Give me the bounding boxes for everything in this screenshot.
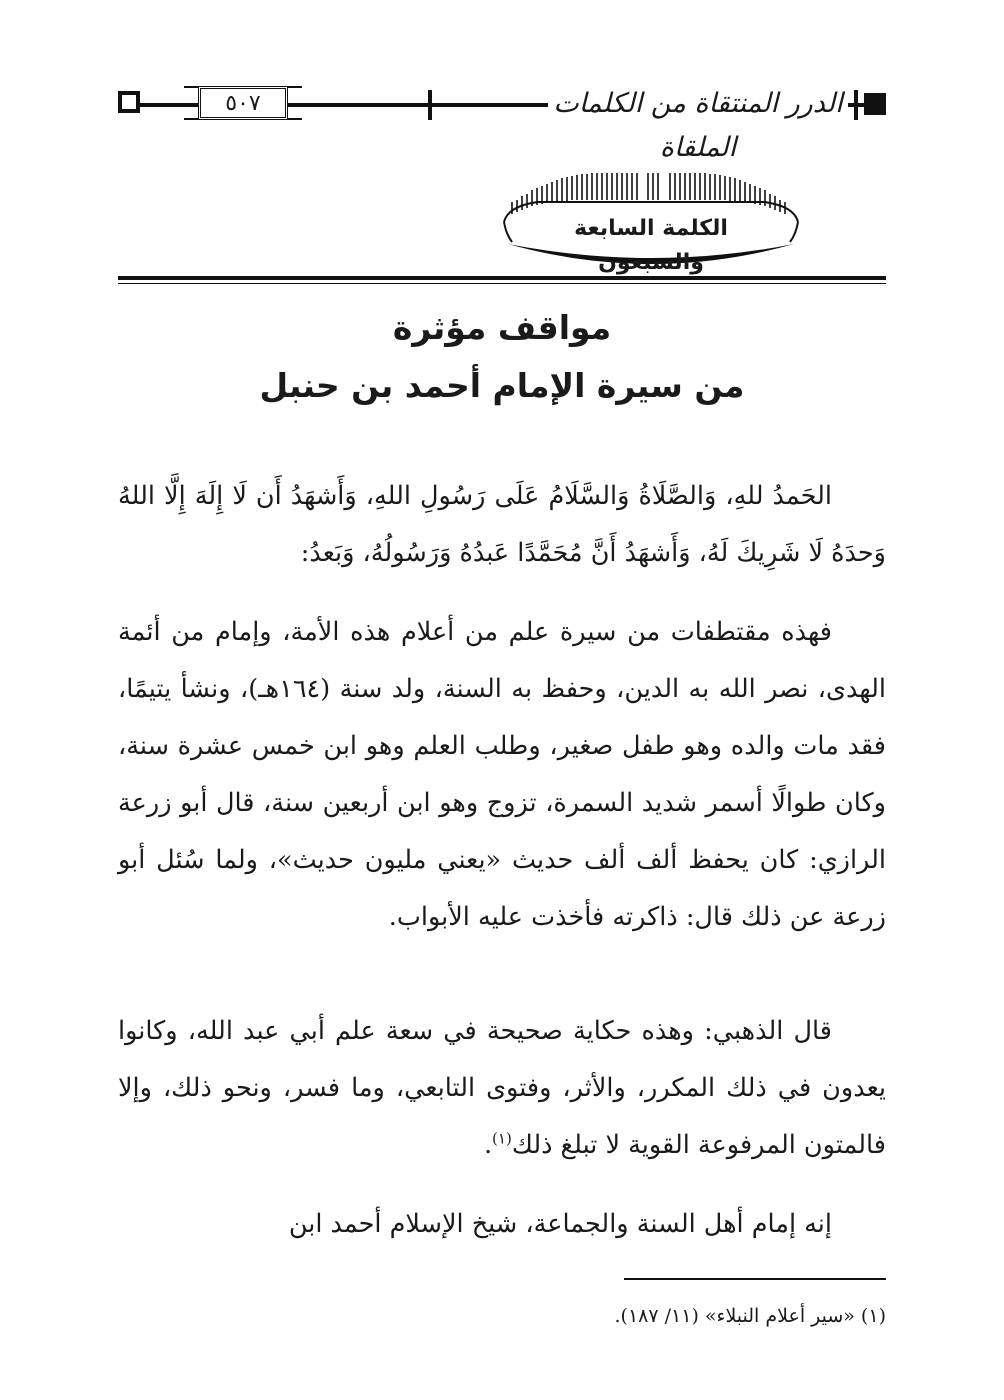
header-rule-middle [288, 103, 548, 107]
paragraph-text-end: . [483, 1130, 493, 1160]
page-number: ٥٠٧ [198, 86, 288, 120]
header-bar [854, 90, 858, 120]
footnote: (١) «سير أعلام النبلاء» (١١/ ١٨٧). [614, 1305, 886, 1327]
header-solid-square [864, 93, 886, 115]
running-header [118, 82, 886, 163]
section-rule [118, 276, 886, 280]
page-number-ornament-right [288, 86, 302, 120]
paragraph-text: فهذه مقتطفات من سيرة علم من أعلام هذه الأمة، وإمام من أئمة الهدى، نصر الله به الدين، وحفظ به السنة، ولد سنة (١٦٤هـ)، ونشأ يتيمًا، فقد مات والده وهو طفل صغير، وطلب العلم وهو ابن خمس عشرة سنة، وكان طوالًا أسمر شديد السمرة، تزوج وهو ابن أربعين سنة، قال أبو زرعة الرازي: كان يحفظ ألف ألف حديث «يعني مليون حديث»، ولما سُئل أبو زرعة عن ذلك قال: ذاكرته فأخذت عليه الأبواب. [118, 617, 886, 932]
chapter-label: الكلمة السابعة والسبعون [574, 216, 728, 275]
paragraph-imam [118, 1196, 886, 1253]
header-bar [428, 90, 432, 120]
footnote-reference: (١) [492, 1129, 512, 1148]
paragraph-dhahabi [118, 1003, 886, 1174]
page-title-line1: مواقف مؤثرة [392, 308, 612, 347]
section-rule-thin [118, 283, 886, 284]
page-number-ornament-left [184, 86, 198, 120]
header-hollow-square [118, 91, 140, 113]
paragraph-text: الحَمدُ للهِ، وَالصَّلَاةُ وَالسَّلَامُ عَلَى رَسُولِ اللهِ، وَأَشهَدُ أَن لَا إِلَهَ إِلَّا اللهُ وَحدَهُ لَا شَرِيكَ لَهُ، وَأَشهَدُ أَنَّ مُحَمَّدًا عَبدُهُ وَرَسُولُهُ، وَبَعدُ: [118, 481, 886, 568]
paragraph-biography [118, 604, 886, 946]
paragraph-text: إنه إمام أهل السنة والجماعة، شيخ الإسلام أحمد ابن [288, 1209, 832, 1239]
chapter-badge [498, 172, 804, 276]
running-title: الدرر المنتقاة من الكلمات الملقاة [548, 82, 848, 126]
paragraph-text-main: قال الذهبي: وهذه حكاية صحيحة في سعة علم أبي عبد الله، وكانوا يعدون في ذلك المكرر، والأثر، وفتوى التابعي، وما فسر، ونحو ذلك، وإلا فالمتون المرفوعة القوية لا تبلغ ذلك [118, 1016, 886, 1160]
footnote-separator [624, 1278, 886, 1280]
paragraph-text [118, 1003, 886, 1174]
paragraph-opening [118, 468, 886, 582]
page-title-line2: من سيرة الإمام أحمد بن حنبل [259, 366, 745, 405]
